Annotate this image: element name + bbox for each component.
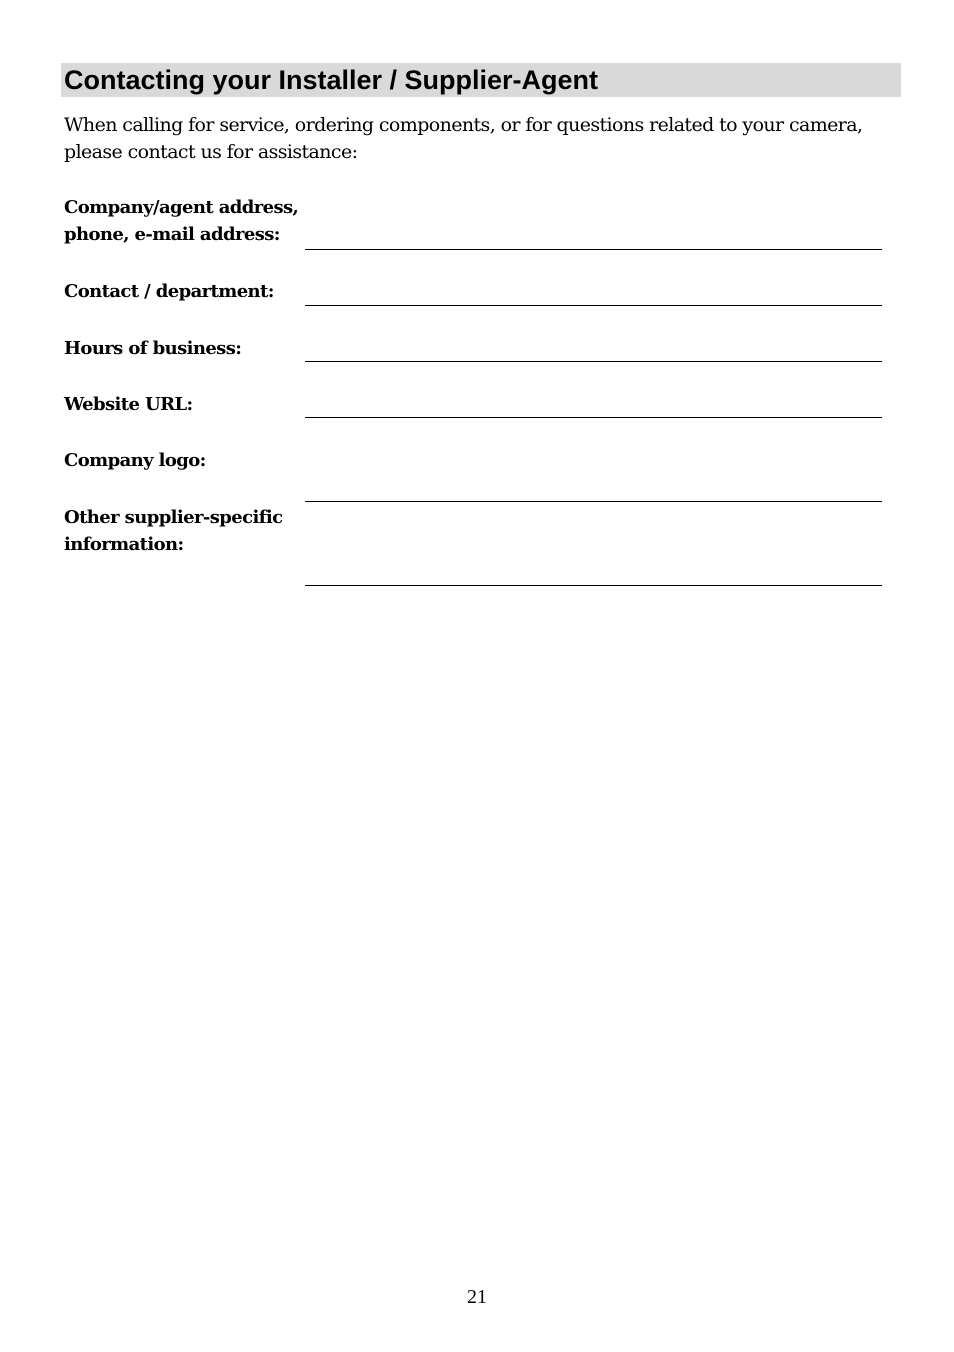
field-line-contact-department[interactable]: [305, 305, 882, 306]
field-label-line: Company/agent address,: [64, 197, 299, 218]
field-label-contact-department: [64, 278, 274, 305]
field-label-line: Contact / department:: [64, 281, 274, 302]
field-label-line: Hours of business:: [64, 338, 242, 359]
field-label-line: information:: [64, 534, 184, 555]
section-heading-bar: [61, 63, 901, 97]
page-number: 21: [467, 1286, 487, 1308]
field-line-company-logo[interactable]: [305, 501, 882, 502]
field-line-website-url[interactable]: [305, 417, 882, 418]
field-label-line: Other supplier-specific: [64, 507, 283, 528]
intro-line: please contact us for assistance:: [64, 141, 358, 163]
field-label-hours-of-business: [64, 335, 241, 362]
field-line-company-address[interactable]: [305, 249, 882, 250]
field-label-line: phone, e-mail address:: [64, 224, 280, 245]
intro-paragraph: [64, 112, 894, 166]
field-label-other-info: [64, 504, 282, 558]
section-heading: Contacting your Installer / Supplier-Agent: [64, 65, 599, 95]
field-label-line: Website URL:: [64, 394, 193, 415]
field-line-hours-of-business[interactable]: [305, 361, 882, 362]
field-label-line: Company logo:: [64, 450, 206, 471]
field-label-website-url: [64, 391, 193, 418]
field-label-company-logo: [64, 447, 206, 474]
field-label-company-address: [64, 194, 298, 248]
intro-line: When calling for service, ordering components, or for questions related to your camera,: [64, 114, 863, 136]
field-line-other-info[interactable]: [305, 585, 882, 586]
